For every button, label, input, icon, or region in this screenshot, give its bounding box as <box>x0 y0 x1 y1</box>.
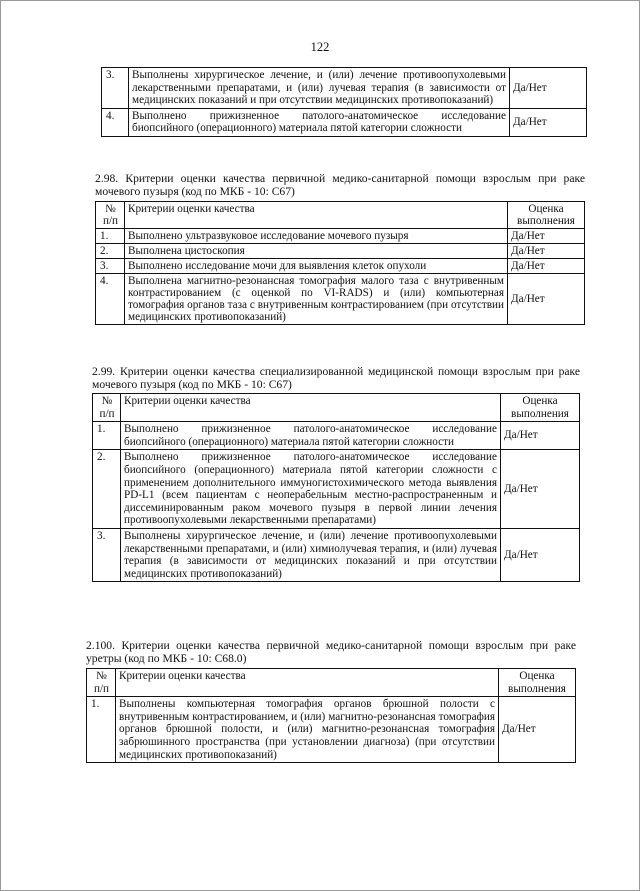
criterion-text: Выполнено прижизненное патолого-анатомическое исследование биопсийного (операционного) материала пятой категории сложности с применением дополнительного иммуногистохимического метода выявления PD-L1 (всем пациентам с неоперабельным местно-распространенным и диссеминированным раком мочевого пузыря в первой линии лечения противоопухолевыми лекарственными препаратами) <box>121 450 501 529</box>
assessment-value: Да/Нет <box>501 528 580 581</box>
criterion-text: Выполнены компьютерная томография органов брюшной полости с внутривенным контрастированием, и (или) магнитно-резонансная томография органов брюшной полости, и (или) магнитно-резонансная томография забрюшинного пространства (при установлении диагноза) (при отсутствии медицинских противопоказаний) <box>116 697 499 763</box>
row-number: 3. <box>96 259 125 274</box>
assessment-value: Да/Нет <box>508 259 585 274</box>
assessment-value: Да/Нет <box>510 108 587 136</box>
section-2-98 <box>95 172 585 198</box>
page-number: 122 <box>310 40 330 54</box>
header-number: № п/п <box>87 669 116 697</box>
section-2-99 <box>92 365 580 391</box>
criteria-table-2-98 <box>95 201 585 325</box>
table-header-row <box>96 202 585 229</box>
table-header-row <box>93 394 580 422</box>
row-number: 4. <box>102 108 129 136</box>
assessment-value: Да/Нет <box>508 274 585 325</box>
criterion-text: Выполнены хирургическое лечение, и (или) лечение противоопухолевыми лекарственными препаратами, и (или) химиолучевая терапия, и (или) лучевая терапия (в зависимости от медицинских показаний и при отсутствии медицинских противопоказаний) <box>121 528 501 581</box>
header-assessment: Оценка выполнения <box>508 202 585 229</box>
criterion-text: Выполнено ультразвуковое исследование мочевого пузыря <box>125 229 508 244</box>
table-row <box>87 697 576 763</box>
table-row <box>96 229 585 244</box>
row-number: 3. <box>102 68 129 109</box>
section-2-100 <box>86 639 576 665</box>
header-number: № п/п <box>93 394 121 422</box>
assessment-value: Да/Нет <box>501 422 580 450</box>
assessment-value: Да/Нет <box>499 697 576 763</box>
section-heading: 2.98. Критерии оценки качества первичной медико-санитарной помощи взрослым при раке мочевого пузыря (код по МКБ - 10: С67) <box>95 172 585 198</box>
criteria-table-2-99 <box>92 393 580 582</box>
table-row <box>93 422 580 450</box>
row-number: 4. <box>96 274 125 325</box>
header-criteria: Критерии оценки качества <box>116 669 499 697</box>
header-criteria: Критерии оценки качества <box>125 202 508 229</box>
assessment-value: Да/Нет <box>508 244 585 259</box>
table-row <box>102 68 587 109</box>
header-criteria: Критерии оценки качества <box>121 394 501 422</box>
criteria-table-2-100 <box>86 668 576 763</box>
header-assessment: Оценка выполнения <box>501 394 580 422</box>
row-number: 3. <box>93 528 121 581</box>
criterion-text: Выполнена цистоскопия <box>125 244 508 259</box>
table-row <box>93 528 580 581</box>
table-row <box>96 244 585 259</box>
header-number: № п/п <box>96 202 125 229</box>
section-heading: 2.100. Критерии оценки качества первичной медико-санитарной помощи взрослым при раке уретры (код по МКБ - 10: С68.0) <box>86 639 576 665</box>
header-assessment: Оценка выполнения <box>499 669 576 697</box>
continuation-table <box>101 67 587 137</box>
criterion-text: Выполнены хирургическое лечение, и (или) лечение противоопухолевыми лекарственными препаратами, и (или) лучевая терапия (в зависимости от медицинских показаний и при отсутствии медицинских противопоказаний) <box>129 68 510 109</box>
criterion-text: Выполнено прижизненное патолого-анатомическое исследование биопсийного (операционного) материала пятой категории сложности <box>121 422 501 450</box>
table-row <box>96 274 585 325</box>
assessment-value: Да/Нет <box>501 450 580 529</box>
row-number: 1. <box>87 697 116 763</box>
criterion-text: Выполнено исследование мочи для выявления клеток опухоли <box>125 259 508 274</box>
assessment-value: Да/Нет <box>508 229 585 244</box>
table-row <box>96 259 585 274</box>
table-header-row <box>87 669 576 697</box>
row-number: 1. <box>96 229 125 244</box>
table-row <box>93 450 580 529</box>
criterion-text: Выполнена магнитно-резонансная томография малого таза с внутривенным контрастированием (с оценкой по VI-RADS) и (или) компьютерная томография органов таза с внутривенным контрастированием (при отсутствии медицинских противопоказаний) <box>125 274 508 325</box>
criterion-text: Выполнено прижизненное патолого-анатомическое исследование биопсийного (операционного) материала пятой категории сложности <box>129 108 510 136</box>
row-number: 1. <box>93 422 121 450</box>
row-number: 2. <box>96 244 125 259</box>
section-heading: 2.99. Критерии оценки качества специализированной медицинской помощи взрослым при раке мочевого пузыря (код по МКБ - 10: С67) <box>92 365 580 391</box>
table-row <box>102 108 587 136</box>
row-number: 2. <box>93 450 121 529</box>
assessment-value: Да/Нет <box>510 68 587 109</box>
